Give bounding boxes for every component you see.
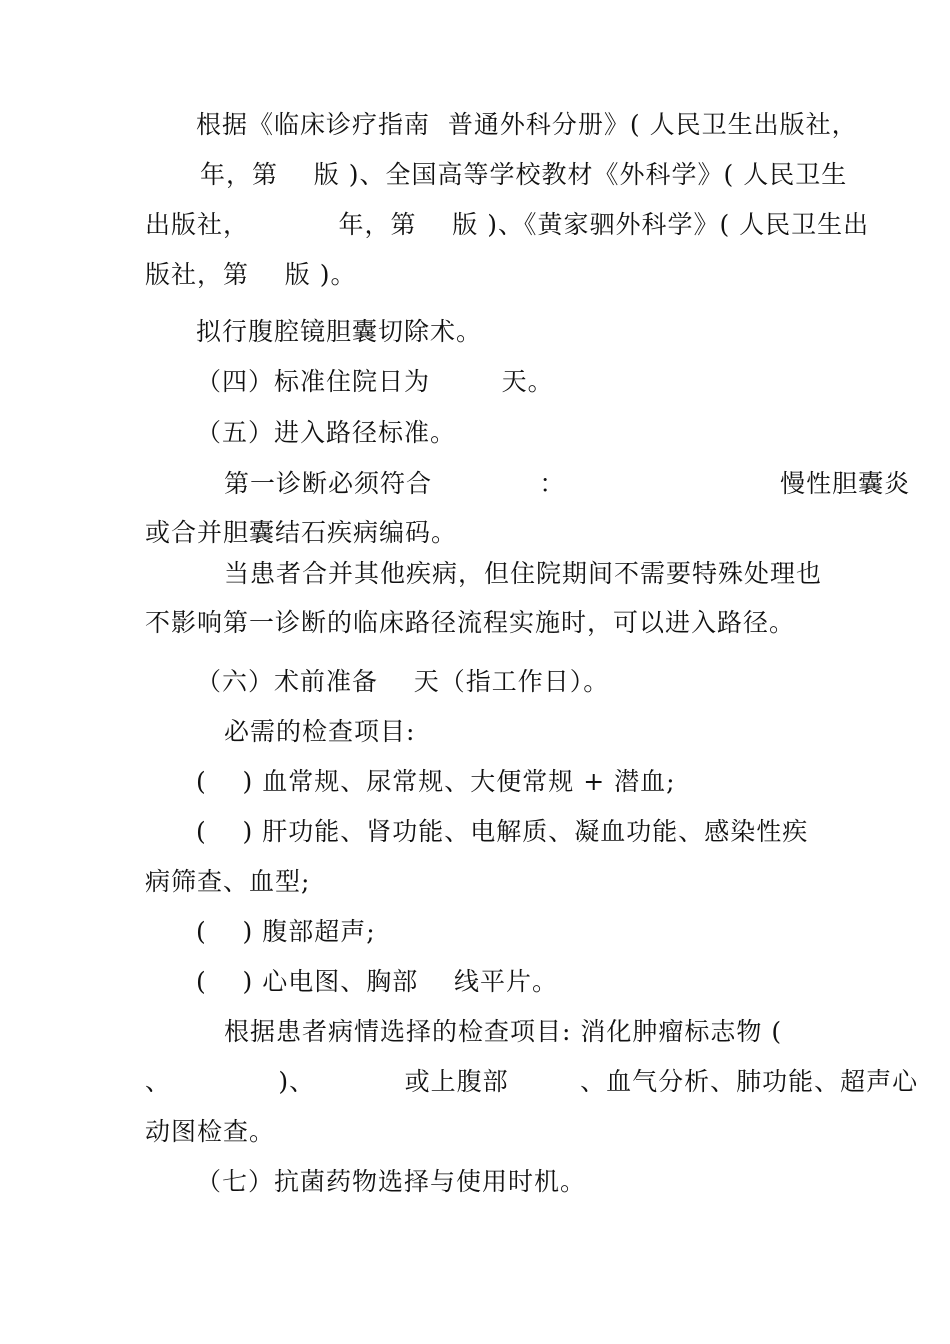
section-heading-7: （七）抗菌药物选择与使用时机。 bbox=[196, 1167, 587, 1196]
exam-item-2: ( ) 肝功能、肾功能、电解质、凝血功能、感染性疾 bbox=[196, 817, 809, 846]
section-heading-6: （六）术前准备 天（指工作日）。 bbox=[196, 667, 610, 696]
section-heading-4: （四）标准住院日为 天。 bbox=[196, 367, 554, 396]
text-line-21: 动图检查。 bbox=[145, 1117, 276, 1146]
text-line-3: 出版社， 年，第 版 )、《黄家驷外科学》( 人民卫生出 bbox=[145, 210, 870, 239]
text-line-1: 根据《临床诊疗指南 普通外科分册》( 人民卫生出版社， bbox=[196, 110, 858, 139]
exam-item-1: ( ) 血常规、尿常规、大便常规 + 潜血; bbox=[196, 767, 676, 796]
text-line-2: 年，第 版 )、全国高等学校教材《外科学》( 人民卫生 bbox=[200, 160, 848, 189]
text-line-20: 、 )、 或上腹部 、血气分析、肺功能、超声心 bbox=[145, 1067, 919, 1096]
text-line-11: 不影响第一诊断的临床路径流程实施时，可以进入路径。 bbox=[145, 608, 796, 637]
exam-item-3: ( ) 腹部超声; bbox=[196, 917, 376, 946]
text-line-4: 版社，第 版 )。 bbox=[145, 260, 357, 289]
text-line-10: 当患者合并其他疾病，但住院期间不需要特殊处理也 bbox=[224, 559, 823, 588]
text-line-19: 根据患者病情选择的检查项目: 消化肿瘤标志物 ( bbox=[224, 1017, 783, 1046]
text-line-8: 第一诊断必须符合 ： 慢性胆囊炎 bbox=[224, 469, 911, 498]
text-line-13: 必需的检查项目: bbox=[224, 717, 416, 746]
text-line-9: 或合并胆囊结石疾病编码。 bbox=[145, 518, 458, 547]
section-heading-5: （五）进入路径标准。 bbox=[196, 418, 457, 447]
exam-item-4: ( ) 心电图、胸部 线平片。 bbox=[196, 967, 559, 996]
text-line-16: 病筛查、血型; bbox=[145, 867, 311, 896]
text-line-5: 拟行腹腔镜胆囊切除术。 bbox=[196, 317, 483, 346]
